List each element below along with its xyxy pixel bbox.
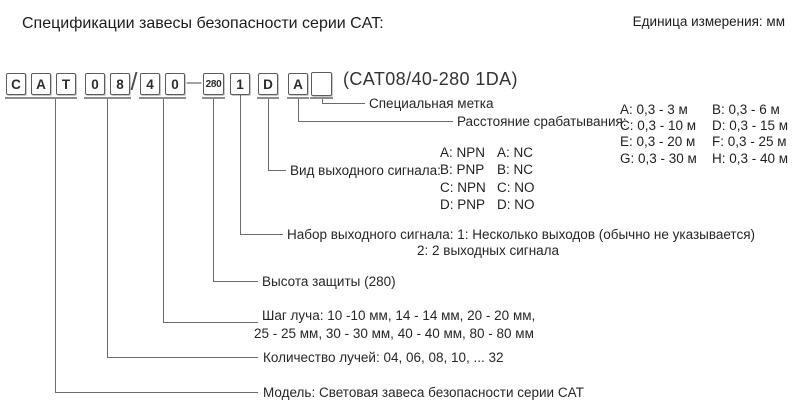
connector-type-v [268,99,269,170]
connector-set-h [240,234,283,235]
distance-option: B: 0,3 - 6 м [712,102,780,117]
distance-option: C: 0,3 - 10 м [620,118,697,134]
code-dash-separator: — [186,74,202,91]
connector-count-h [107,357,258,358]
signal-option: C: NO [497,179,535,195]
distance-option: A: 0,3 - 3 м [620,102,688,117]
code-box-6: 4 [140,73,160,95]
underline-cat [5,97,77,99]
page-title: Спецификации завесы безопасности серии CAT: [22,15,384,32]
signal-option: C: NPN [440,179,486,195]
signal-option: D: PNP [440,196,486,212]
distance-option: E: 0,3 - 20 м [620,134,696,150]
signal-type-options [440,144,535,213]
connector-count-v [107,99,108,357]
connector-distance-h [298,121,453,122]
signal-option: B: NC [497,162,534,178]
code-box-blank [311,72,332,96]
beam-pitch-line2: 25 - 25 мм, 30 - 30 мм, 40 - 40 мм, 80 - 80 мм [254,326,534,341]
code-box-1: C [6,73,26,95]
signal-set-line1: Набор выходного сигнала: 1: Несколько выходов (обычно не указывается) [287,227,756,242]
sensing-distance-label: Расстояние срабатывания: [457,114,627,129]
code-box-9: 1 [230,73,250,95]
connector-model-h [55,392,258,393]
code-slash-separator: / [130,68,138,96]
connector-pitch-h [163,322,258,323]
connector-model-v [55,99,56,392]
signal-option: A: NPN [440,145,486,160]
unit-note: Единица измерения: мм [632,14,785,29]
code-box-2: A [31,73,51,95]
code-box-7: 0 [165,73,185,95]
code-box-4: 0 [85,73,105,95]
signal-set-line2: 2: 2 выходных сигнала [417,243,560,258]
distance-option: D: 0,3 - 15 м [712,118,789,134]
signal-option: D: NO [497,196,535,212]
signal-option: A: NC [497,145,534,160]
connector-mark-h [322,103,365,104]
connector-set-v [240,95,241,234]
connector-height-h [213,281,258,282]
beam-count-label: Количество лучей: 04, 06, 08, 10, ... 32 [263,350,504,365]
signal-type-label: Вид выходного сигнала: [290,163,441,178]
signal-option: B: PNP [440,162,485,178]
special-mark-label: Специальная метка [369,96,494,111]
connector-type-h [268,170,286,171]
code-box-10: D [258,73,278,95]
distance-option: G: 0,3 - 30 м [620,150,697,166]
code-box-8: 280 [203,73,224,95]
connector-pitch-v [163,99,164,322]
code-box-3: T [56,73,76,95]
distance-option: H: 0,3 - 40 м [712,150,789,166]
distance-option: F: 0,3 - 25 м [712,134,787,150]
code-box-5: 8 [110,73,130,95]
model-label: Модель: Световая завеса безопасности серии CAT [263,385,584,400]
protection-height-label: Высота защиты (280) [262,274,396,289]
connector-distance-v [298,99,299,121]
example-code: (CAT08/40-280 1DA) [343,69,518,89]
beam-pitch-line1: Шаг луча: 10 -10 мм, 14 - 14 мм, 20 - 20 мм, [262,308,536,323]
connector-height-v [213,99,214,281]
sensing-distance-options [620,102,788,167]
code-box-11: A [288,73,308,95]
